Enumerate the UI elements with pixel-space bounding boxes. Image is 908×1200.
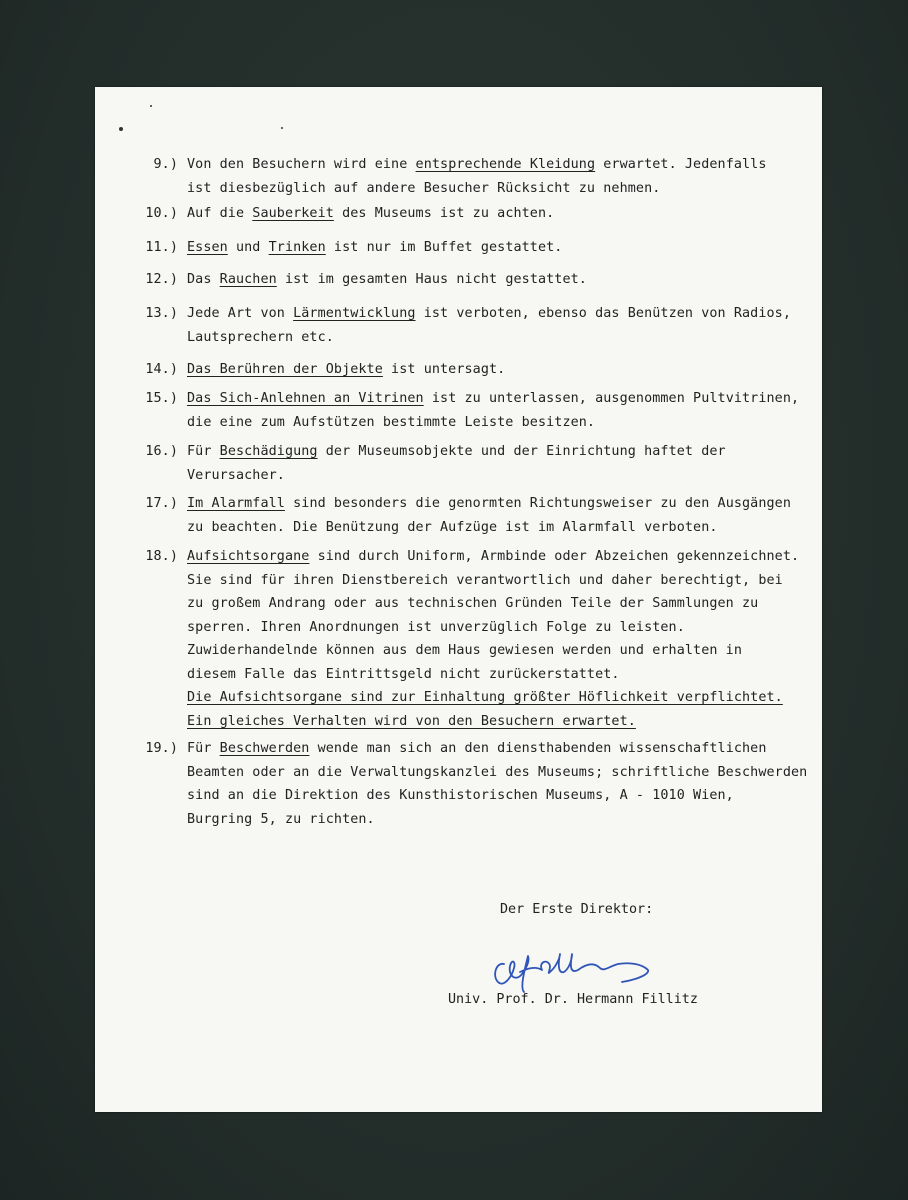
- rule-line: [187, 545, 802, 569]
- underlined-phrase: Das Sich-Anlehnen an Vitrinen: [187, 391, 424, 406]
- rule-number: 18.): [145, 549, 178, 564]
- text-segment: ist im gesamten Haus nicht gestattet.: [276, 272, 587, 287]
- text-segment: zu großem Andrang oder aus technischen Gründen Teile der Sammlungen zu: [187, 596, 759, 611]
- rule-line: [187, 177, 802, 201]
- director-title: Der Erste Direktor:: [500, 902, 654, 917]
- rule-line: [187, 569, 802, 593]
- text-segment: Burgring 5, zu richten.: [187, 811, 375, 827]
- rule-number: 11.): [145, 240, 178, 255]
- rule-number: 12.): [145, 272, 178, 287]
- rule-line: [187, 358, 802, 382]
- text-segment: der Museumsobjekte und der Einrichtung haftet der: [317, 444, 726, 459]
- rule-number: 9.): [153, 157, 178, 172]
- rule-line: [187, 268, 802, 292]
- underlined-phrase: Die Aufsichtsorgane sind zur Einhaltung größter Höflichkeit verpflichtet.: [187, 690, 783, 705]
- rule-line: [187, 153, 802, 177]
- text-segment: Von den Besuchern wird eine: [187, 157, 416, 172]
- rule-line: [187, 440, 802, 464]
- rule-line: [187, 464, 802, 488]
- rule-line: [187, 686, 802, 710]
- text-segment: diesem Falle das Eintrittsgeld nicht zurückerstattet.: [187, 666, 620, 682]
- rule-number: 16.): [145, 444, 178, 459]
- underlined-phrase: Im Alarmfall: [187, 496, 285, 511]
- text-segment: sperren. Ihren Anordnungen ist unverzüglich Folge zu leisten.: [187, 619, 685, 635]
- text-segment: Lautsprechern etc.: [187, 329, 334, 345]
- rule-line: [187, 326, 802, 350]
- underlined-phrase: Beschwerden: [219, 741, 310, 756]
- text-segment: ist verboten, ebenso das Benützen von Radios,: [415, 306, 791, 321]
- text-segment: Auf die: [187, 206, 253, 221]
- text-segment: Verursacher.: [187, 467, 285, 483]
- speck-mark: [281, 127, 283, 129]
- text-segment: Für: [187, 741, 220, 756]
- text-segment: Für: [187, 444, 220, 459]
- text-segment: ist nur im Buffet gestattet.: [325, 240, 563, 255]
- underlined-phrase: entsprechende Kleidung: [415, 157, 596, 172]
- text-segment: die eine zum Aufstützen bestimmte Leiste besitzen.: [187, 414, 596, 430]
- speck-mark: [150, 105, 152, 107]
- rule-number: 15.): [145, 391, 178, 406]
- document-page: [95, 87, 822, 1112]
- text-segment: Beamten oder an die Verwaltungskanzlei des Museums; schriftliche Beschwerden: [187, 764, 808, 780]
- rule-text: [187, 202, 802, 226]
- text-segment: des Museums ist zu achten.: [333, 206, 555, 221]
- underlined-phrase: Ein gleiches Verhalten wird von den Besuchern erwartet.: [187, 713, 636, 729]
- rule-line: [187, 663, 802, 687]
- rule-line: [187, 202, 802, 226]
- rule-text: [187, 545, 802, 733]
- text-segment: sind besonders die genormten Richtungsweiser zu den Ausgängen: [284, 496, 791, 511]
- rule-line: [187, 302, 802, 326]
- text-segment: ist diesbezüglich auf andere Besucher Rücksicht zu nehmen.: [187, 180, 661, 196]
- rule-line: [187, 808, 802, 832]
- rule-line: [187, 737, 802, 761]
- text-segment: Zuwiderhandelnde können aus dem Haus gewiesen werden und erhalten in: [187, 643, 743, 658]
- rule-line: [187, 236, 802, 260]
- rule-line: [187, 710, 802, 734]
- speck-mark: [119, 127, 123, 131]
- text-segment: ist untersagt.: [382, 362, 506, 377]
- rule-number: 19.): [145, 741, 178, 756]
- rule-text: [187, 440, 802, 487]
- rule-text: [187, 302, 802, 349]
- text-segment: zu beachten. Die Benützung der Aufzüge ist im Alarmfall verboten.: [187, 519, 718, 535]
- rule-text: [187, 492, 802, 539]
- rule-line: [187, 592, 802, 616]
- rule-line: [187, 761, 808, 785]
- text-segment: Sie sind für ihren Dienstbereich verantwortlich und daher berechtigt, bei: [187, 572, 783, 588]
- rule-text: [187, 387, 802, 434]
- rule-line: [187, 411, 802, 435]
- signature-image: [490, 932, 690, 994]
- rule-text: [187, 236, 802, 260]
- rule-line: [187, 387, 802, 411]
- text-segment: und: [227, 240, 269, 255]
- underlined-phrase: Rauchen: [219, 272, 277, 287]
- rule-line: [187, 639, 802, 663]
- rule-text: [187, 153, 802, 200]
- text-segment: sind durch Uniform, Armbinde oder Abzeichen gekennzeichnet.: [309, 549, 800, 564]
- text-segment: erwartet. Jedenfalls: [595, 157, 767, 172]
- rule-number: 17.): [145, 496, 178, 511]
- rule-line: [187, 616, 802, 640]
- underlined-phrase: Sauberkeit: [252, 206, 334, 221]
- rule-number: 14.): [145, 362, 178, 377]
- underlined-phrase: Trinken: [268, 240, 326, 255]
- rule-text: [187, 358, 802, 382]
- rule-line: [187, 516, 802, 540]
- rule-text: [187, 268, 802, 292]
- rule-number: 13.): [145, 306, 178, 321]
- director-name: Univ. Prof. Dr. Hermann Fillitz: [448, 992, 698, 1007]
- rule-number: 10.): [145, 206, 178, 221]
- text-segment: ist zu unterlassen, ausgenommen Pultvitrinen,: [423, 391, 800, 406]
- text-segment: wende man sich an den diensthabenden wissenschaftlichen: [309, 741, 767, 756]
- underlined-phrase: Lärmentwicklung: [293, 306, 416, 321]
- rule-line: [187, 492, 802, 516]
- text-segment: Jede Art von: [187, 306, 294, 321]
- text-segment: Das: [187, 272, 220, 287]
- underlined-phrase: Aufsichtsorgane: [187, 549, 310, 564]
- text-segment: sind an die Direktion des Kunsthistorischen Museums, A - 1010 Wien,: [187, 788, 734, 803]
- underlined-phrase: Essen: [187, 240, 228, 255]
- rule-line: [187, 784, 802, 808]
- underlined-phrase: Beschädigung: [219, 444, 318, 459]
- rule-text: [187, 737, 808, 831]
- underlined-phrase: Das Berühren der Objekte: [187, 362, 383, 377]
